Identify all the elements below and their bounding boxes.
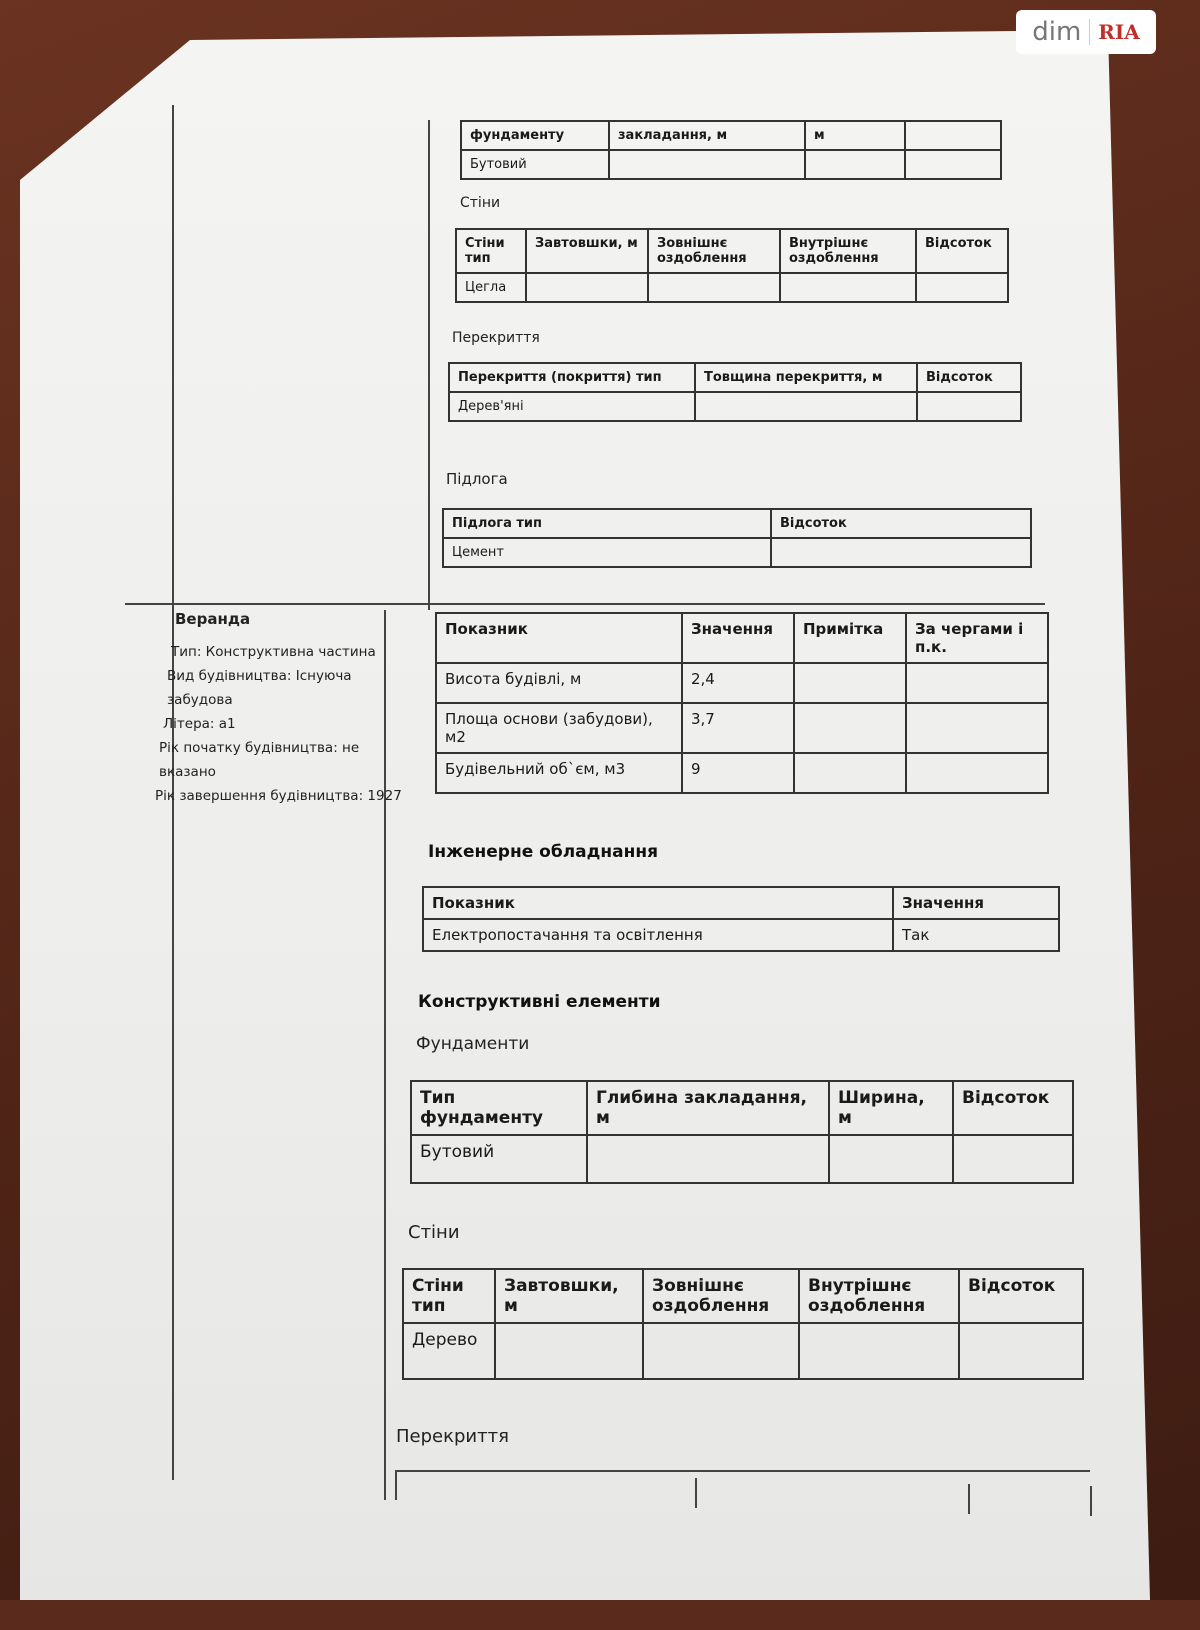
header-cell: Значення <box>682 613 794 663</box>
engineering-title: Інженерне обладнання <box>428 842 658 862</box>
header-cell: фундаменту <box>461 121 609 150</box>
table-cell: Дерев'яні <box>449 392 695 421</box>
header-cell: Тип фундаменту <box>411 1081 587 1135</box>
header-cell: Відсоток <box>771 509 1031 538</box>
table-cell: Бутовий <box>411 1135 587 1183</box>
table-cell: 2,4 <box>682 663 794 703</box>
veranda-title: Веранда <box>175 610 251 628</box>
header-cell: Відсоток <box>916 229 1008 273</box>
table-cell <box>916 273 1008 302</box>
header-cell: Значення <box>893 887 1059 919</box>
table-cell <box>695 392 917 421</box>
table-cell <box>917 392 1021 421</box>
header-cell: Стіни тип <box>456 229 526 273</box>
veranda-type: Тип: Конструктивна частина <box>171 644 376 660</box>
watermark-divider <box>1089 19 1090 45</box>
walls-table-2 <box>402 1268 1084 1380</box>
indicators-table <box>435 612 1049 794</box>
cropped-table-border <box>395 1470 397 1500</box>
table-cell <box>794 703 906 753</box>
cropped-table-top <box>395 1470 1090 1472</box>
walls-label-1: Стіни <box>460 195 501 211</box>
table-cell <box>526 273 648 302</box>
header-cell: Завтовшки, м <box>526 229 648 273</box>
table-cell <box>905 150 1001 179</box>
table-cell: Бутовий <box>461 150 609 179</box>
header-cell: Відсоток <box>917 363 1021 392</box>
veranda-start-year: Рік початку будівництва: не вказано <box>159 740 360 780</box>
header-cell: Стіни тип <box>403 1269 495 1323</box>
header-cell: Зовнішнє оздоблення <box>643 1269 799 1323</box>
foundations-label: Фундаменти <box>416 1034 530 1054</box>
cropped-table-border <box>1090 1486 1092 1516</box>
table-cell: Цегла <box>456 273 526 302</box>
table-cell: Цемент <box>443 538 771 567</box>
table-cell <box>906 703 1048 753</box>
floor-label: Підлога <box>446 470 508 488</box>
row-divider <box>125 603 1045 605</box>
table-cell: Висота будівлі, м <box>436 663 682 703</box>
header-cell: Внутрішнє оздоблення <box>799 1269 959 1323</box>
header-cell: Глибина закладання, м <box>587 1081 829 1135</box>
table-cell <box>643 1323 799 1379</box>
header-cell: Показник <box>423 887 893 919</box>
floor-table <box>442 508 1032 568</box>
ceiling-label-1: Перекриття <box>452 330 540 346</box>
ceiling-label-2: Перекриття <box>396 1426 509 1447</box>
header-cell: Товщина перекриття, м <box>695 363 917 392</box>
header-cell: Примітка <box>794 613 906 663</box>
walls-table-1 <box>455 228 1009 303</box>
table-cell <box>829 1135 953 1183</box>
header-cell: Відсоток <box>959 1269 1083 1323</box>
watermark-logo <box>1016 10 1156 54</box>
header-cell: Перекриття (покриття) тип <box>449 363 695 392</box>
table-cell <box>953 1135 1073 1183</box>
header-cell: За чергами і п.к. <box>906 613 1048 663</box>
table-cell <box>648 273 780 302</box>
table-cell: Дерево <box>403 1323 495 1379</box>
table-cell <box>771 538 1031 567</box>
cropped-table-border <box>968 1484 970 1514</box>
walls-label-2: Стіни <box>408 1222 460 1243</box>
table-cell <box>805 150 905 179</box>
foundations-table <box>410 1080 1074 1184</box>
top-foundation-table <box>460 120 1002 180</box>
header-cell: Зовнішнє оздоблення <box>648 229 780 273</box>
constructive-elements-title: Конструктивні елементи <box>418 992 661 1012</box>
header-cell: Показник <box>436 613 682 663</box>
table-cell: Електропостачання та освітлення <box>423 919 893 951</box>
table-cell <box>959 1323 1083 1379</box>
engineering-table <box>422 886 1060 952</box>
table-cell: Будівельний об`єм, м3 <box>436 753 682 793</box>
watermark-ria: RIA <box>1098 20 1140 44</box>
veranda-info <box>155 610 405 808</box>
table-cell <box>794 663 906 703</box>
header-cell: Внутрішнє оздоблення <box>780 229 916 273</box>
middle-column-border <box>428 120 430 610</box>
cropped-table-border <box>695 1478 697 1508</box>
table-cell <box>794 753 906 793</box>
header-cell: м <box>805 121 905 150</box>
table-cell <box>906 663 1048 703</box>
header-cell: закладання, м <box>609 121 805 150</box>
header-cell <box>905 121 1001 150</box>
header-cell: Ширина, м <box>829 1081 953 1135</box>
veranda-end-year: Рік завершення будівництва: 1927 <box>155 788 402 804</box>
table-cell <box>906 753 1048 793</box>
table-cell: 3,7 <box>682 703 794 753</box>
veranda-construction-kind: Вид будівництва: Існуюча забудова <box>167 668 352 708</box>
watermark-dim: dim <box>1032 17 1082 47</box>
table-cell <box>609 150 805 179</box>
table-cell <box>799 1323 959 1379</box>
veranda-letter: Літера: а1 <box>163 716 236 732</box>
table-cell <box>587 1135 829 1183</box>
table-cell: Так <box>893 919 1059 951</box>
header-cell: Відсоток <box>953 1081 1073 1135</box>
header-cell: Завтовшки, м <box>495 1269 643 1323</box>
table-cell: 9 <box>682 753 794 793</box>
ceiling-table-1 <box>448 362 1022 422</box>
table-cell: Площа основи (забудови), м2 <box>436 703 682 753</box>
header-cell: Підлога тип <box>443 509 771 538</box>
table-cell <box>495 1323 643 1379</box>
table-cell <box>780 273 916 302</box>
